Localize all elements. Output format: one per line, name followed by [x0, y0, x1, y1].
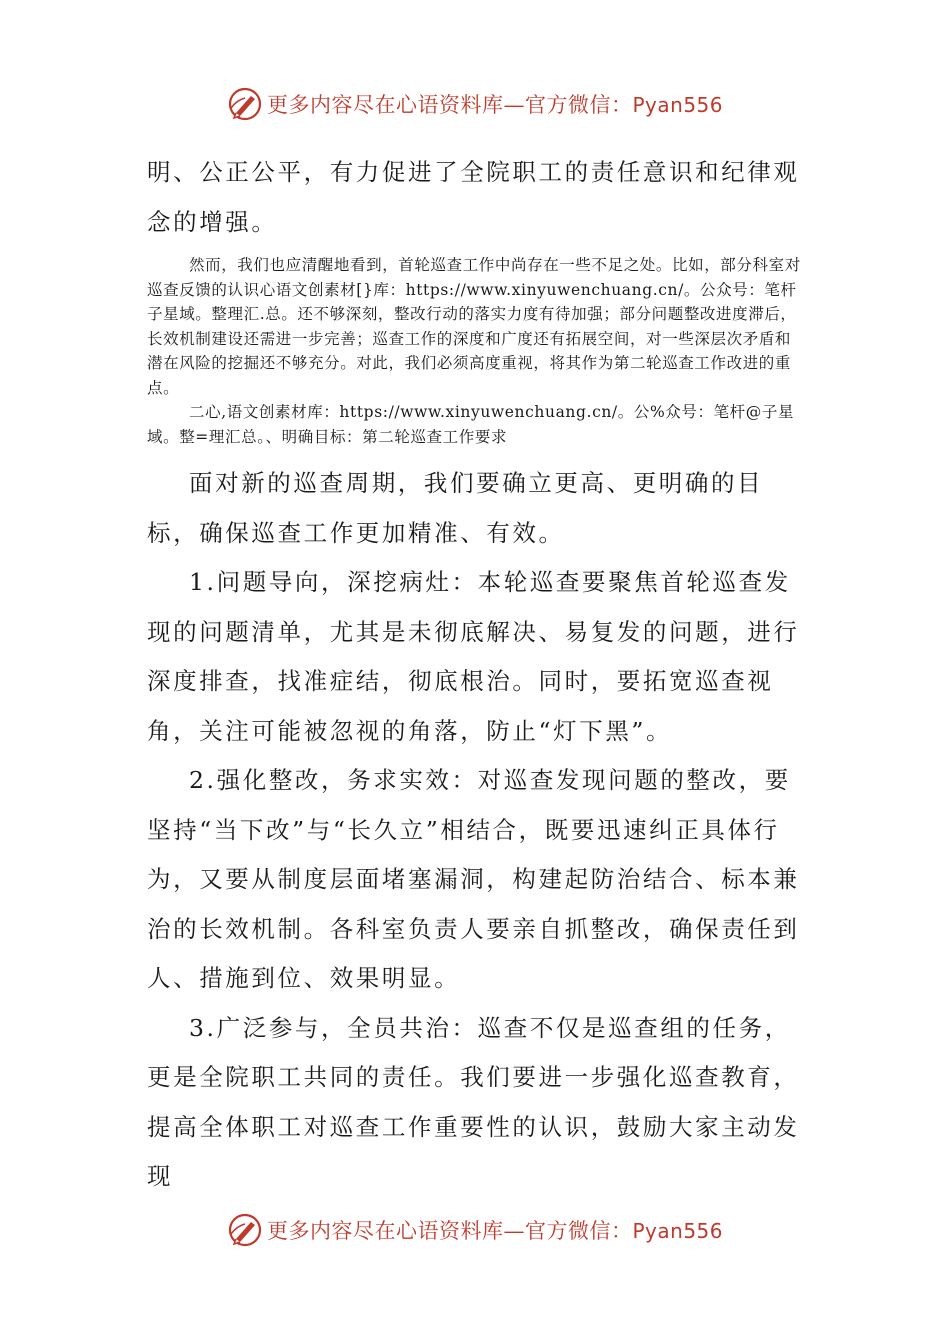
- header-banner-inner: [227, 86, 723, 122]
- document-body: [147, 148, 807, 1202]
- paragraph-item-2: 2.强化整改，务求实效：对巡查发现问题的整改，要坚持“当下改”与“长久立”相结合，既要迅速纠正具体行为，又要从制度层面堵塞漏洞，构建起防治结合、标本兼治的长效机制。各科室负责人要亲自抓整改，确保责任到人、措施到位、效果明显。: [147, 766, 800, 992]
- footer-banner-text: 更多内容尽在心语资料库—官方微信：Pyan556: [266, 1219, 723, 1243]
- header-banner: [0, 84, 950, 124]
- pen-logo-icon: [227, 1212, 263, 1248]
- pen-logo-icon: [227, 86, 263, 122]
- footer-wechat-handle: Pyan556: [632, 1219, 723, 1243]
- header-wechat-handle: Pyan556: [632, 93, 723, 117]
- header-banner-text: 更多内容尽在心语资料库—官方微信：Pyan556: [266, 93, 723, 117]
- footer-banner-inner: [227, 1212, 723, 1248]
- footer-banner: [0, 1210, 950, 1250]
- paragraph-item-3: 3.广泛参与，全员共治：巡查不仅是巡查组的任务，更是全院职工共同的责任。我们要进一步强化巡查教育，提高全体职工对巡查工作重要性的认识，鼓励大家主动发现: [147, 1013, 800, 1190]
- paragraph-goals-intro: 面对新的巡查周期，我们要确立更高、更明确的目标，确保巡查工作更加精准、有效。: [147, 469, 764, 547]
- paragraph-continuation: 明、公正公平，有力促进了全院职工的责任意识和纪律观念的增强。: [147, 158, 800, 236]
- paragraph-item-1: 1.问题导向，深挖病灶：本轮巡查要聚焦首轮巡查发现的问题清单，尤其是未彻底解决、易复发的问题，进行深度排查，找准症结，彻底根治。同时，要拓宽巡查视角，关注可能被忽视的角落，防止“灯下黑”。: [147, 568, 800, 745]
- section-heading-goals: 二心,语文创素材库：https://www.xinyuwenchuang.cn/。公%众号：笔杆@子星域。整=理汇总。、明确目标：第二轮巡查工作要求: [147, 403, 795, 446]
- paragraph-shortcomings: 然而，我们也应清醒地看到，首轮巡查工作中尚存在一些不足之处。比如，部分科室对巡查反馈的认识心语文创素材[}库：https://www.xinyuwenchuang.cn/。公众号：笔杆子星域。整理汇.总。还不够深刻，整改行动的落实力度有待加强；部分问题整改进度滞后，长效机制建设还需进一步完善；巡查工作的深度和广度还有拓展空间，对一些深层次矛盾和潜在风险的挖掘还不够充分。对此，我们必须高度重视，将其作为第二轮巡查工作改进的重点。: [147, 256, 801, 397]
